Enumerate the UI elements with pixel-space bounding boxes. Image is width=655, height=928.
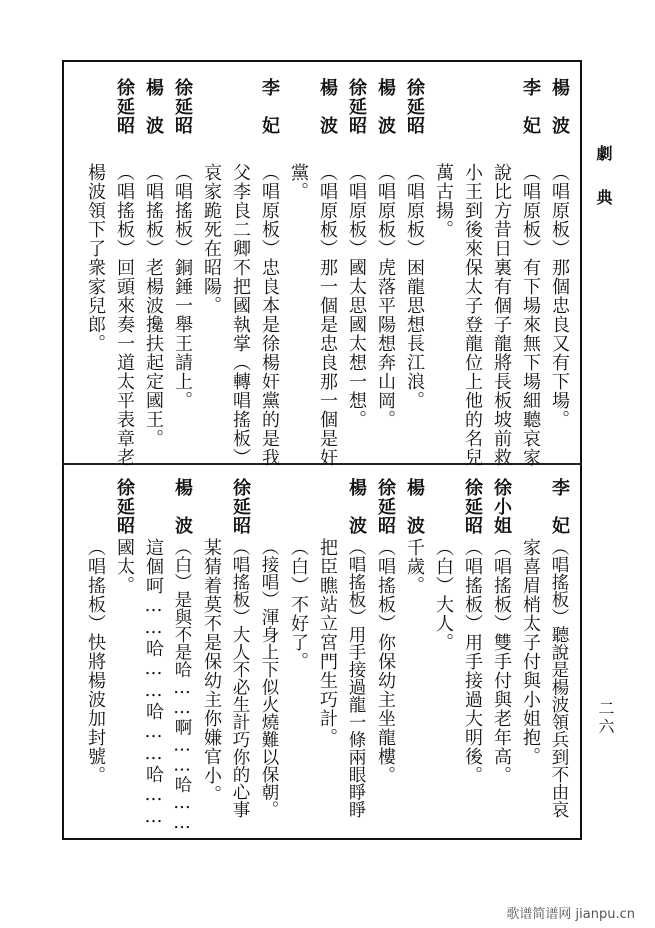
dialogue-line: （唱原板）忠良本是徐楊奸黨的是我 (259, 163, 280, 467)
dialogue-line: （唱搖板）銅錘一舉王請上。 (172, 163, 193, 410)
dialogue-line: 楊波領下了衆家兒郎。 (85, 163, 106, 353)
dialogue-line: （唱原板）國太思國太想一想。 (346, 163, 367, 429)
dialogue-line: 千歲。 (404, 538, 425, 595)
speaker-name: 徐延昭 (114, 478, 135, 535)
dialogue-line: 小王到後來保太子登龍位上他的名兒 (462, 163, 483, 467)
speaker-name: 李 妃 (259, 78, 280, 135)
dialogue-line: （唱原板）困龍思想長江浪。 (404, 163, 425, 410)
dialogue-line: （唱搖板）快將楊波加封號。 (85, 538, 106, 785)
dialogue-line: 萬古揚。 (433, 163, 454, 239)
dialogue-line: （白）大人。 (433, 538, 454, 652)
dialogue-line: 把臣瞧站立宮門生巧計。 (317, 538, 338, 747)
dialogue-line: （白）不好了。 (288, 538, 309, 671)
page-header-title: 劇典 (594, 145, 613, 233)
dialogue-line: （唱搖板）你保幼主坐龍樓。 (375, 538, 396, 785)
dialogue-line: 某猜着莫不是保幼主你嫌官小。 (201, 538, 222, 804)
dialogue-line: （唱原板）那個忠良又有下場。 (549, 163, 570, 429)
speaker-name: 楊 波 (317, 78, 338, 135)
dialogue-line: （白）是與不是哈……啊……哈…… (172, 538, 192, 833)
dialogue-line: 國太。 (114, 538, 135, 595)
speaker-name: 徐延昭 (230, 478, 251, 535)
dialogue-line: （唱搖板）用手接過大明後。 (462, 538, 483, 785)
dialogue-line: 黨。 (288, 163, 309, 201)
dialogue-line: （接唱）渾身上下似火燒難以保朝。 (259, 538, 279, 818)
dialogue-line: 父李良二卿不把國執掌（轉唱搖板） (230, 163, 251, 467)
dialogue-line: 家喜眉梢太子付與小姐抱。 (520, 538, 541, 766)
dialogue-line: （唱搖板）聽說是楊波領兵到不由哀 (549, 538, 569, 818)
speaker-name: 楊 波 (375, 78, 396, 135)
speaker-name: 楊 波 (346, 478, 367, 535)
dialogue-line: （唱原板）那一個是忠良那一個是奸 (317, 163, 338, 467)
speaker-name: 徐延昭 (346, 78, 367, 135)
dialogue-line: （唱原板）虎落平陽想奔山岡。 (375, 163, 396, 429)
speaker-name: 徐延昭 (114, 78, 135, 135)
dialogue-line: （唱搖板）用手接過龍一條兩眼睜睜 (346, 538, 366, 818)
dialogue-line: （唱搖板）老楊波攙扶起定國王。 (143, 163, 164, 448)
speaker-name: 徐延昭 (172, 78, 193, 135)
speaker-name: 李 妃 (549, 478, 570, 535)
speaker-name: 徐延昭 (404, 78, 425, 135)
speaker-name: 徐延昭 (462, 478, 483, 535)
dialogue-line: （唱搖板）回頭來奏一道太平表章老 (114, 163, 135, 467)
dialogue-line: （唱原板）有下場來無下場細聽哀家 (520, 163, 541, 467)
speaker-name: 楊 波 (143, 78, 164, 135)
speaker-name: 楊 波 (172, 478, 193, 535)
dialogue-line: 哀家跪死在昭陽。 (201, 163, 222, 315)
speaker-name: 徐延昭 (375, 478, 396, 535)
dialogue-line: （唱搖板）大人不必生計巧你的心事 (230, 538, 250, 818)
speaker-name: 李 妃 (520, 78, 541, 135)
speaker-name: 楊 波 (404, 478, 425, 535)
page-number: 二六 (596, 700, 615, 736)
dialogue-line: （唱搖板）雙手付與老年高。 (491, 538, 512, 785)
speaker-name: 楊 波 (549, 78, 570, 135)
watermark: 歌谱简谱网 jianpu.cn (506, 907, 635, 922)
speaker-name: 徐小姐 (491, 478, 512, 535)
dialogue-line: 說比方昔日裏有個子龍將長板坡前救 (491, 163, 512, 467)
dialogue-line: 這個呵……哈……哈……哈…… (143, 538, 164, 828)
